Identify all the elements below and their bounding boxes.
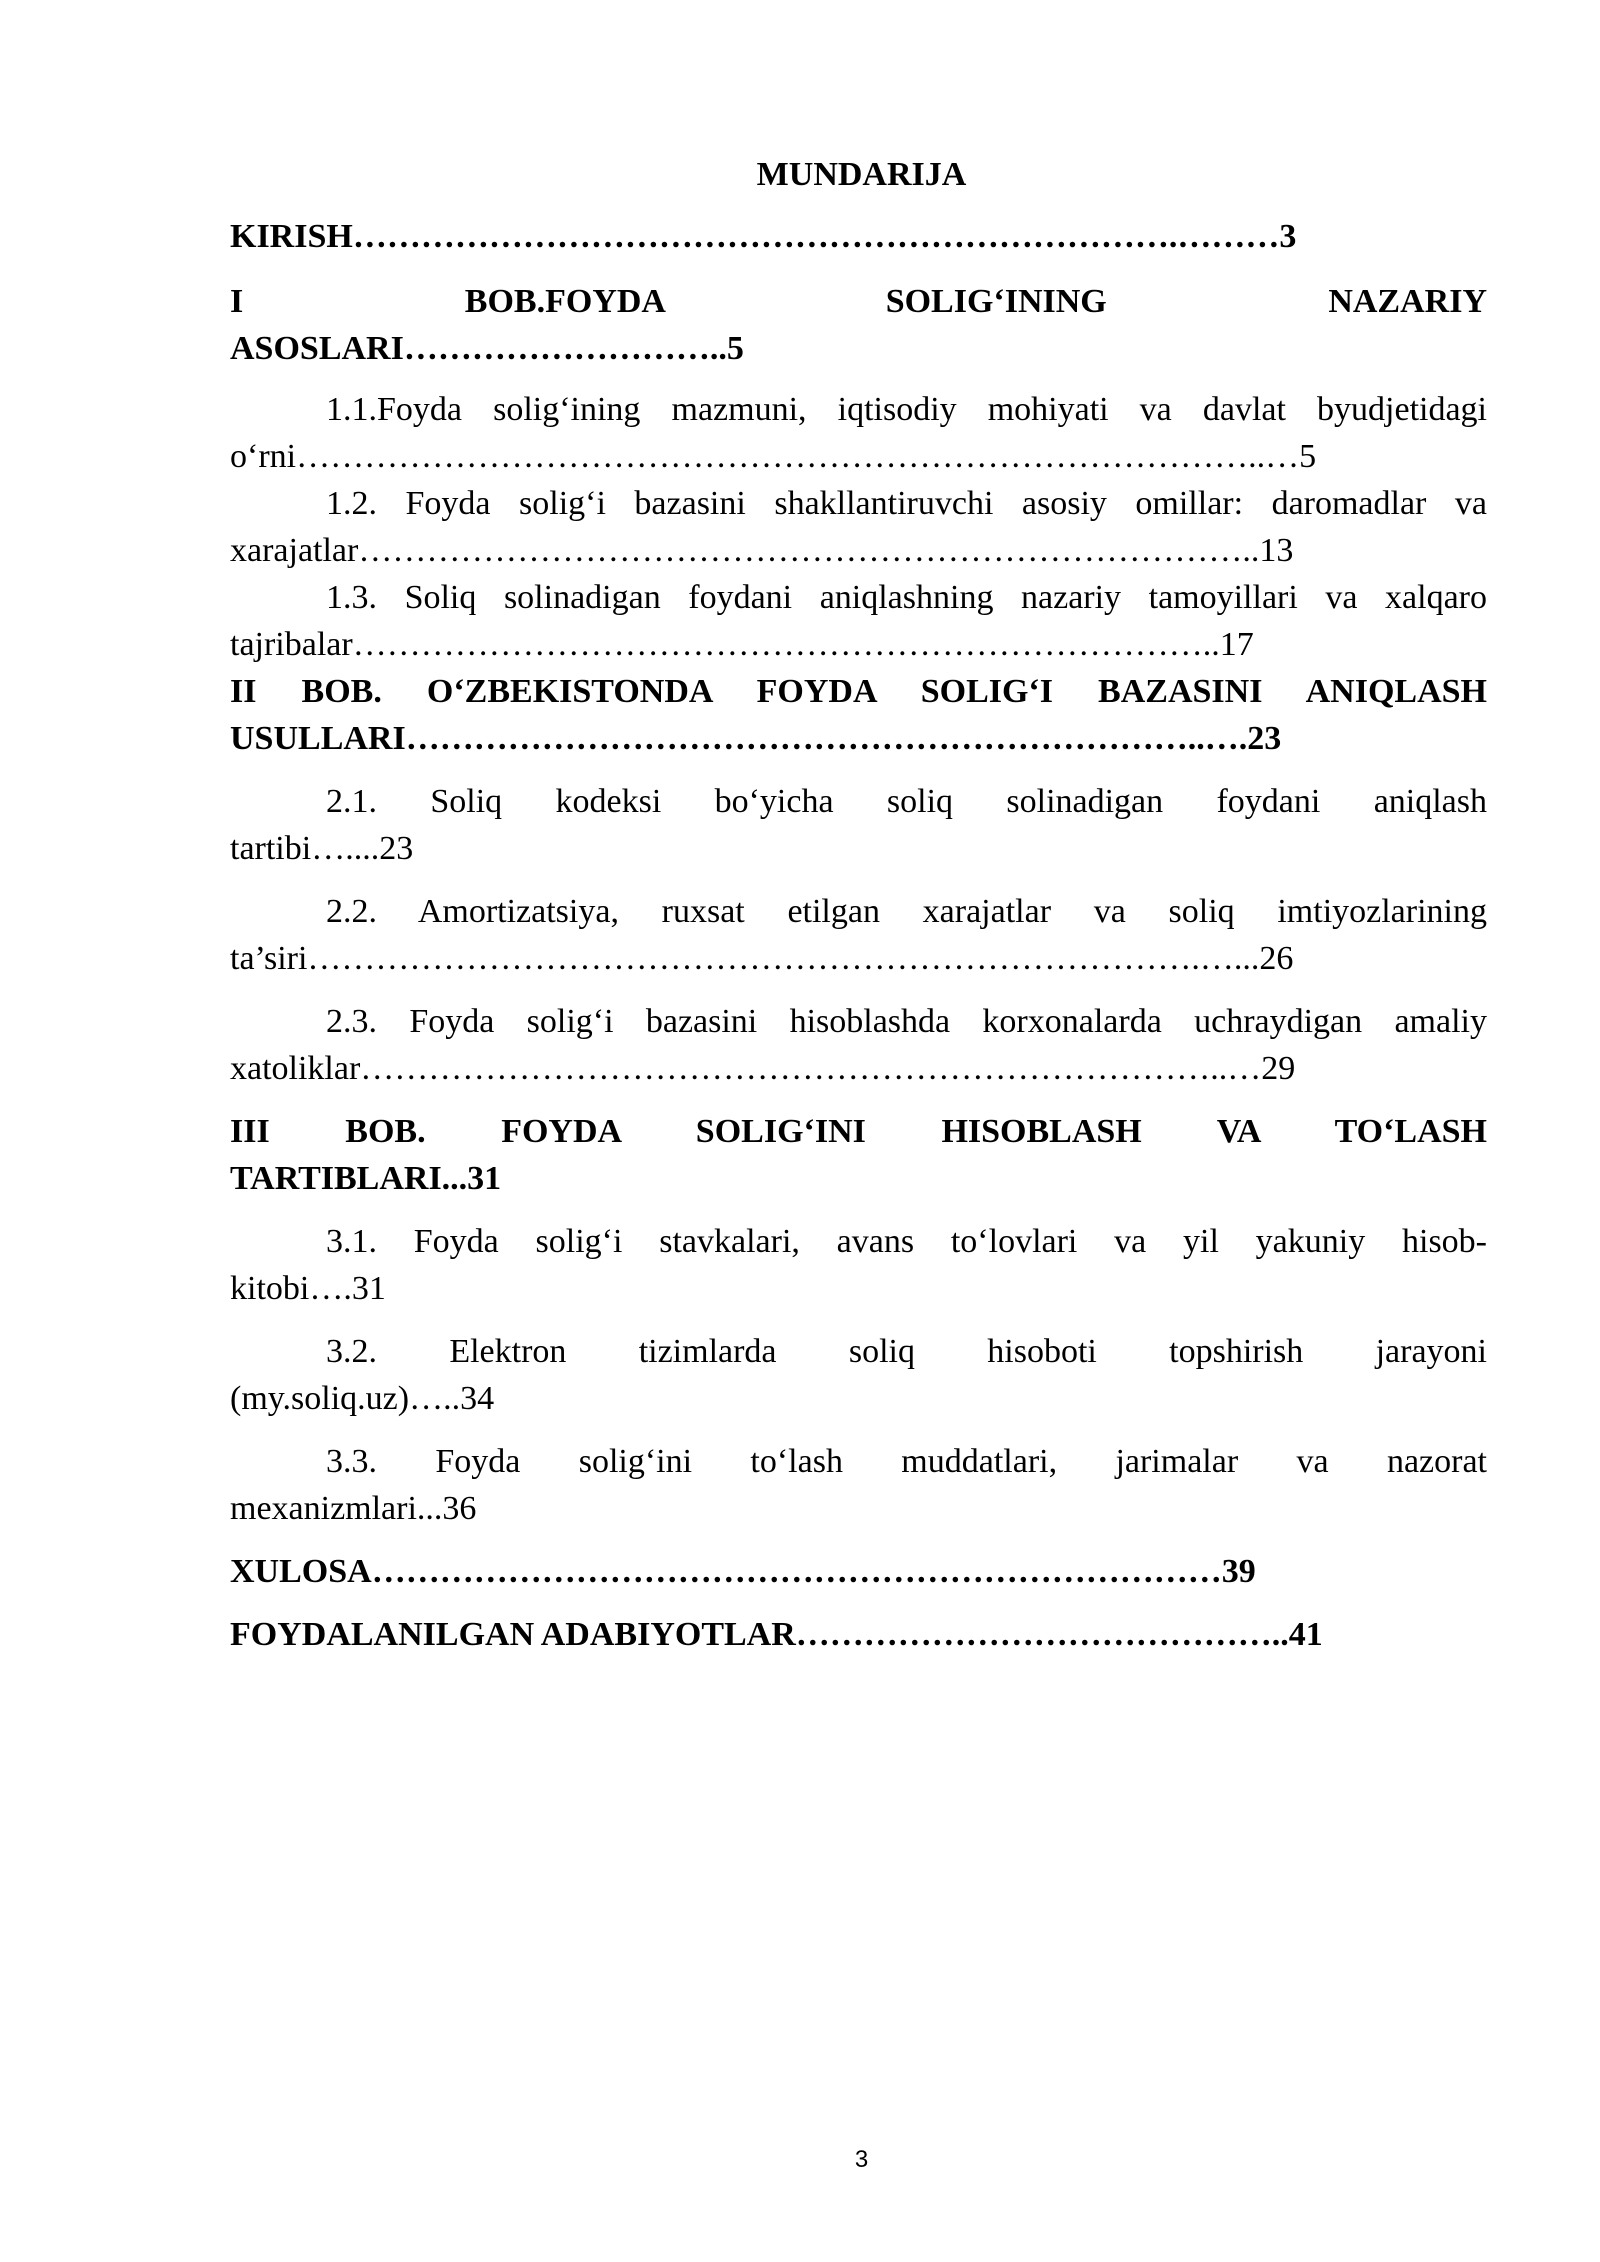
toc-line: II BOB. O‘ZBEKISTONDA FOYDA SOLIG‘I BAZASINI ANIQLASH: [230, 673, 1487, 710]
toc-line: 1.3. Soliq solinadigan foydani aniqlashning nazariy tamoyillari va xalqaro: [326, 579, 1487, 616]
page-title: MUNDARIJA: [756, 156, 967, 193]
toc-entry-section-1-3: [230, 574, 1487, 668]
toc-entry-xulosa: XULOSA…………………………………………………………………39: [230, 1553, 1256, 1590]
toc-entry-section-1-2: [230, 480, 1487, 574]
page-number: 3: [854, 2146, 869, 2173]
toc-entry-chapter-3: [230, 1108, 1487, 1202]
toc-line: tartibi…....23: [230, 830, 414, 867]
toc-entry-chapter-1: [230, 278, 1487, 372]
toc-line: tajribalar…………………………………………………………………..17: [230, 626, 1254, 663]
toc-entry-kirish: KIRISH……………………………………………………………….………3: [230, 218, 1297, 255]
toc-line: 2.1. Soliq kodeksi bo‘yicha soliq solinadigan foydani aniqlash: [326, 783, 1487, 820]
toc-line: 1.2. Foyda solig‘i bazasini shakllantiruvchi asosiy omillar: daromadlar va: [326, 485, 1487, 522]
toc-line: 3.2. Elektron tizimlarda soliq hisoboti topshirish jarayoni: [326, 1333, 1487, 1370]
toc-line: xatoliklar…………………………………………………………………..…29: [230, 1050, 1296, 1087]
toc-line: TARTIBLARI...31: [230, 1160, 502, 1197]
toc-line: mexanizmlari...36: [230, 1490, 477, 1527]
toc-line: 2.3. Foyda solig‘i bazasini hisoblashda korxonalarda uchraydigan amaliy: [326, 1003, 1487, 1040]
toc-line: USULLARI……………………………………………………………..….23: [230, 720, 1282, 757]
toc-entry-section-2-3: [230, 998, 1487, 1092]
toc-line: (my.soliq.uz)…..34: [230, 1380, 495, 1417]
toc-entry-section-1-1: [230, 386, 1487, 480]
toc-entry-adabiyotlar: FOYDALANILGAN ADABIYOTLAR……………………………………..41: [230, 1616, 1323, 1653]
toc-line: ASOSLARI………………………..5: [230, 330, 744, 367]
toc-line: xarajatlar……………………………………………………………………..13: [230, 532, 1294, 569]
toc-line: I BOB.FOYDA SOLIG‘INING NAZARIY: [230, 283, 1487, 320]
toc-entry-chapter-2: [230, 668, 1487, 762]
toc-entry-section-3-2: [230, 1328, 1487, 1422]
toc-line: kitobi….31: [230, 1270, 386, 1307]
toc-entry-section-3-3: [230, 1438, 1487, 1532]
toc-line: 2.2. Amortizatsiya, ruxsat etilgan xarajatlar va soliq imtiyozlarining: [326, 893, 1487, 930]
toc-line: 3.3. Foyda solig‘ini to‘lash muddatlari, jarimalar va nazorat: [326, 1443, 1487, 1480]
toc-line: 3.1. Foyda solig‘i stavkalari, avans to‘lovlari va yil yakuniy hisob-: [326, 1223, 1487, 1260]
toc-line: o‘rni…………………………………………………………………………..…5: [230, 438, 1317, 475]
toc-entry-section-2-2: [230, 888, 1487, 982]
toc-line: 1.1.Foyda solig‘ining mazmuni, iqtisodiy mohiyati va davlat byudjetidagi: [326, 391, 1487, 428]
toc-entry-section-3-1: [230, 1218, 1487, 1312]
toc-line: III BOB. FOYDA SOLIG‘INI HISOBLASH VA TO‘LASH: [230, 1113, 1487, 1150]
toc-line: ta’siri…………………………………………………………………….…...26: [230, 940, 1294, 977]
toc-entry-section-2-1: [230, 778, 1487, 872]
